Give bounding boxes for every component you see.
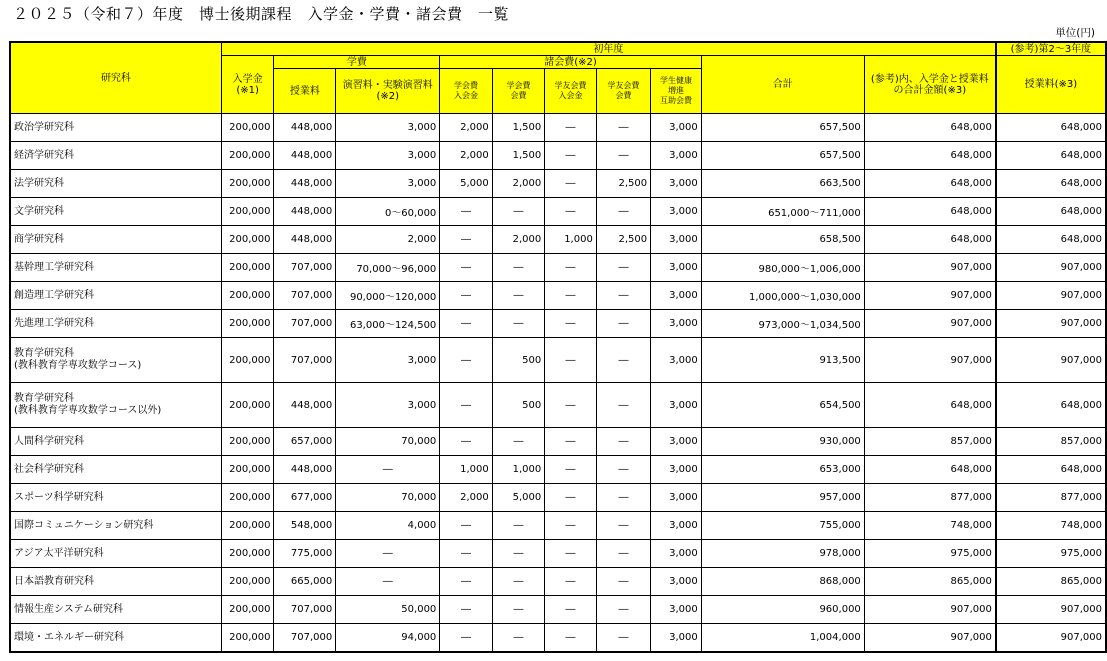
header-tuition-group: 学費 bbox=[274, 56, 440, 69]
cell-ref-total: 648,000 bbox=[864, 456, 996, 484]
cell-practice: ― bbox=[336, 456, 440, 484]
cell-name: 創造理工学研究科 bbox=[10, 282, 221, 310]
cell-ref-total: 975,000 bbox=[864, 540, 996, 568]
cell-admission: 200,000 bbox=[221, 142, 274, 170]
cell-name: 経済学研究科 bbox=[10, 142, 221, 170]
cell-gakkai-entry: 2,000 bbox=[440, 114, 492, 142]
cell-admission: 200,000 bbox=[221, 512, 274, 540]
cell-practice: 94,000 bbox=[336, 624, 440, 653]
cell-total: 657,500 bbox=[701, 142, 864, 170]
cell-gakkai-entry: ― bbox=[440, 568, 492, 596]
cell-gakkai-fee: 5,000 bbox=[492, 484, 544, 512]
table-row bbox=[10, 254, 1106, 282]
cell-practice: 4,000 bbox=[336, 512, 440, 540]
cell-admission: 200,000 bbox=[221, 383, 274, 428]
cell-alumni-fee: ― bbox=[596, 596, 650, 624]
cell-total: 1,000,000～1,030,000 bbox=[701, 282, 864, 310]
cell-tuition: 448,000 bbox=[274, 114, 336, 142]
cell-alumni-entry: ― bbox=[545, 338, 597, 383]
cell-practice: 90,000～120,000 bbox=[336, 282, 440, 310]
cell-alumni-entry: ― bbox=[545, 540, 597, 568]
cell-total: 653,000 bbox=[701, 456, 864, 484]
cell-practice: 50,000 bbox=[336, 596, 440, 624]
cell-total: 755,000 bbox=[701, 512, 864, 540]
cell-gakkai-entry: ― bbox=[440, 310, 492, 338]
table-row bbox=[10, 310, 1106, 338]
cell-practice: 3,000 bbox=[336, 338, 440, 383]
cell-ref-tuition: 877,000 bbox=[996, 484, 1106, 512]
cell-name: 社会科学研究科 bbox=[10, 456, 221, 484]
header-alumni-fee: 学友会費 会費 bbox=[596, 69, 650, 114]
table-row bbox=[10, 383, 1106, 428]
cell-health: 3,000 bbox=[651, 596, 702, 624]
cell-ref-total: 648,000 bbox=[864, 170, 996, 198]
cell-health: 3,000 bbox=[651, 512, 702, 540]
cell-name: 商学研究科 bbox=[10, 226, 221, 254]
cell-gakkai-entry: ― bbox=[440, 282, 492, 310]
cell-health: 3,000 bbox=[651, 198, 702, 226]
cell-ref-total: 907,000 bbox=[864, 254, 996, 282]
cell-total: 913,500 bbox=[701, 338, 864, 383]
cell-admission: 200,000 bbox=[221, 198, 274, 226]
cell-ref-total: 857,000 bbox=[864, 428, 996, 456]
header-admission: 入学金 (※1) bbox=[221, 56, 274, 114]
fee-table bbox=[9, 41, 1107, 653]
cell-ref-tuition: 907,000 bbox=[996, 624, 1106, 653]
cell-name: 環境・エネルギー研究科 bbox=[10, 624, 221, 653]
cell-gakkai-entry: ― bbox=[440, 338, 492, 383]
cell-name: スポーツ科学研究科 bbox=[10, 484, 221, 512]
cell-alumni-entry: ― bbox=[545, 170, 597, 198]
table-row bbox=[10, 540, 1106, 568]
cell-practice: 3,000 bbox=[336, 170, 440, 198]
cell-admission: 200,000 bbox=[221, 254, 274, 282]
cell-practice: 3,000 bbox=[336, 114, 440, 142]
cell-gakkai-entry: ― bbox=[440, 383, 492, 428]
header-practice: 演習料・実験演習料 (※2) bbox=[336, 69, 440, 114]
table-row bbox=[10, 484, 1106, 512]
cell-gakkai-entry: ― bbox=[440, 428, 492, 456]
cell-tuition: 707,000 bbox=[274, 310, 336, 338]
cell-tuition: 707,000 bbox=[274, 254, 336, 282]
cell-name: 文学研究科 bbox=[10, 198, 221, 226]
cell-alumni-fee: ― bbox=[596, 428, 650, 456]
cell-total: 654,500 bbox=[701, 383, 864, 428]
cell-gakkai-entry: 1,000 bbox=[440, 456, 492, 484]
cell-gakkai-fee: ― bbox=[492, 254, 544, 282]
cell-ref-tuition: 975,000 bbox=[996, 540, 1106, 568]
table-row bbox=[10, 114, 1106, 142]
cell-total: 980,000～1,006,000 bbox=[701, 254, 864, 282]
cell-total: 973,000～1,034,500 bbox=[701, 310, 864, 338]
cell-alumni-fee: ― bbox=[596, 254, 650, 282]
cell-name: 政治学研究科 bbox=[10, 114, 221, 142]
table-row bbox=[10, 596, 1106, 624]
cell-health: 3,000 bbox=[651, 282, 702, 310]
cell-ref-tuition: 907,000 bbox=[996, 338, 1106, 383]
cell-alumni-fee: ― bbox=[596, 624, 650, 653]
cell-practice: 2,000 bbox=[336, 226, 440, 254]
cell-ref-total: 648,000 bbox=[864, 114, 996, 142]
header-fees-group: 諸会費(※2) bbox=[440, 56, 701, 69]
cell-total: 658,500 bbox=[701, 226, 864, 254]
cell-total: 1,004,000 bbox=[701, 624, 864, 653]
cell-practice: ― bbox=[336, 540, 440, 568]
cell-alumni-fee: 2,500 bbox=[596, 226, 650, 254]
cell-admission: 200,000 bbox=[221, 624, 274, 653]
table-row bbox=[10, 456, 1106, 484]
table-row bbox=[10, 198, 1106, 226]
cell-ref-total: 648,000 bbox=[864, 142, 996, 170]
cell-gakkai-fee: 500 bbox=[492, 383, 544, 428]
cell-ref-tuition: 648,000 bbox=[996, 142, 1106, 170]
cell-ref-total: 907,000 bbox=[864, 338, 996, 383]
cell-practice: 63,000～124,500 bbox=[336, 310, 440, 338]
cell-health: 3,000 bbox=[651, 428, 702, 456]
cell-ref-tuition: 907,000 bbox=[996, 254, 1106, 282]
cell-health: 3,000 bbox=[651, 142, 702, 170]
cell-tuition: 707,000 bbox=[274, 338, 336, 383]
cell-gakkai-fee: 1,500 bbox=[492, 114, 544, 142]
cell-gakkai-fee: ― bbox=[492, 282, 544, 310]
header-first-year: 初年度 bbox=[221, 42, 995, 56]
header-ref-tuition: 授業料(※3) bbox=[996, 56, 1106, 114]
cell-alumni-fee: ― bbox=[596, 282, 650, 310]
cell-total: 868,000 bbox=[701, 568, 864, 596]
table-row bbox=[10, 170, 1106, 198]
header-gakkai-entry: 学会費 入会金 bbox=[440, 69, 492, 114]
cell-total: 663,500 bbox=[701, 170, 864, 198]
cell-alumni-entry: ― bbox=[545, 114, 597, 142]
cell-alumni-entry: ― bbox=[545, 596, 597, 624]
cell-health: 3,000 bbox=[651, 540, 702, 568]
cell-tuition: 707,000 bbox=[274, 282, 336, 310]
cell-total: 930,000 bbox=[701, 428, 864, 456]
cell-tuition: 707,000 bbox=[274, 624, 336, 653]
table-row bbox=[10, 568, 1106, 596]
cell-practice: 70,000 bbox=[336, 428, 440, 456]
cell-health: 3,000 bbox=[651, 114, 702, 142]
cell-name: 情報生産システム研究科 bbox=[10, 596, 221, 624]
cell-gakkai-fee: 1,000 bbox=[492, 456, 544, 484]
cell-gakkai-entry: ― bbox=[440, 540, 492, 568]
cell-ref-tuition: 907,000 bbox=[996, 596, 1106, 624]
cell-tuition: 448,000 bbox=[274, 226, 336, 254]
cell-health: 3,000 bbox=[651, 568, 702, 596]
cell-ref-total: 748,000 bbox=[864, 512, 996, 540]
cell-gakkai-fee: 2,000 bbox=[492, 170, 544, 198]
cell-tuition: 448,000 bbox=[274, 198, 336, 226]
cell-gakkai-entry: ― bbox=[440, 596, 492, 624]
cell-admission: 200,000 bbox=[221, 456, 274, 484]
cell-alumni-entry: ― bbox=[545, 383, 597, 428]
cell-gakkai-fee: ― bbox=[492, 596, 544, 624]
header-tuition: 授業料 bbox=[274, 69, 336, 114]
cell-admission: 200,000 bbox=[221, 428, 274, 456]
cell-ref-tuition: 648,000 bbox=[996, 456, 1106, 484]
cell-name: 基幹理工学研究科 bbox=[10, 254, 221, 282]
cell-gakkai-fee: ― bbox=[492, 310, 544, 338]
cell-tuition: 548,000 bbox=[274, 512, 336, 540]
cell-gakkai-entry: 2,000 bbox=[440, 484, 492, 512]
cell-ref-total: 877,000 bbox=[864, 484, 996, 512]
cell-gakkai-fee: ― bbox=[492, 198, 544, 226]
header-reference: (参考)第2～3年度 bbox=[996, 42, 1106, 56]
cell-alumni-entry: ― bbox=[545, 428, 597, 456]
cell-admission: 200,000 bbox=[221, 282, 274, 310]
cell-admission: 200,000 bbox=[221, 540, 274, 568]
cell-total: 957,000 bbox=[701, 484, 864, 512]
cell-tuition: 448,000 bbox=[274, 142, 336, 170]
cell-alumni-fee: 2,500 bbox=[596, 170, 650, 198]
cell-tuition: 677,000 bbox=[274, 484, 336, 512]
table-row bbox=[10, 282, 1106, 310]
header-gakkai-fee: 学会費 会費 bbox=[492, 69, 544, 114]
cell-gakkai-entry: ― bbox=[440, 624, 492, 653]
cell-gakkai-entry: ― bbox=[440, 226, 492, 254]
cell-ref-total: 648,000 bbox=[864, 198, 996, 226]
cell-gakkai-entry: ― bbox=[440, 254, 492, 282]
cell-tuition: 665,000 bbox=[274, 568, 336, 596]
cell-total: 978,000 bbox=[701, 540, 864, 568]
cell-name: 法学研究科 bbox=[10, 170, 221, 198]
cell-total: 657,500 bbox=[701, 114, 864, 142]
cell-gakkai-fee: ― bbox=[492, 512, 544, 540]
cell-admission: 200,000 bbox=[221, 484, 274, 512]
cell-alumni-fee: ― bbox=[596, 568, 650, 596]
cell-admission: 200,000 bbox=[221, 114, 274, 142]
cell-alumni-fee: ― bbox=[596, 383, 650, 428]
cell-tuition: 448,000 bbox=[274, 383, 336, 428]
cell-name: 人間科学研究科 bbox=[10, 428, 221, 456]
cell-health: 3,000 bbox=[651, 226, 702, 254]
cell-alumni-entry: ― bbox=[545, 282, 597, 310]
cell-ref-tuition: 648,000 bbox=[996, 114, 1106, 142]
cell-practice: 3,000 bbox=[336, 142, 440, 170]
cell-ref-tuition: 748,000 bbox=[996, 512, 1106, 540]
cell-health: 3,000 bbox=[651, 383, 702, 428]
cell-name: 先進理工学研究科 bbox=[10, 310, 221, 338]
table-row bbox=[10, 624, 1106, 653]
header-total: 合計 bbox=[701, 56, 864, 114]
cell-alumni-fee: ― bbox=[596, 484, 650, 512]
page-title: ２０２５（令和７）年度 博士後期課程 入学金・学費・諸会費 一覧 bbox=[13, 5, 510, 23]
cell-tuition: 775,000 bbox=[274, 540, 336, 568]
cell-gakkai-entry: 2,000 bbox=[440, 142, 492, 170]
cell-admission: 200,000 bbox=[221, 226, 274, 254]
cell-ref-tuition: 907,000 bbox=[996, 282, 1106, 310]
header-course: 研究科 bbox=[10, 42, 221, 114]
cell-gakkai-fee: 1,500 bbox=[492, 142, 544, 170]
cell-alumni-fee: ― bbox=[596, 310, 650, 338]
cell-ref-total: 907,000 bbox=[864, 596, 996, 624]
cell-alumni-entry: 1,000 bbox=[545, 226, 597, 254]
cell-admission: 200,000 bbox=[221, 310, 274, 338]
cell-alumni-fee: ― bbox=[596, 540, 650, 568]
cell-ref-total: 907,000 bbox=[864, 624, 996, 653]
cell-admission: 200,000 bbox=[221, 170, 274, 198]
cell-admission: 200,000 bbox=[221, 338, 274, 383]
cell-name: 教育学研究科 (教科教育学専攻数学コース以外) bbox=[10, 383, 221, 428]
cell-alumni-fee: ― bbox=[596, 114, 650, 142]
cell-ref-tuition: 648,000 bbox=[996, 198, 1106, 226]
cell-ref-tuition: 648,000 bbox=[996, 383, 1106, 428]
cell-practice: 70,000～96,000 bbox=[336, 254, 440, 282]
table-row bbox=[10, 512, 1106, 540]
cell-ref-total: 648,000 bbox=[864, 383, 996, 428]
header-alumni-entry: 学友会費 入会金 bbox=[545, 69, 597, 114]
table-row bbox=[10, 338, 1106, 383]
cell-alumni-fee: ― bbox=[596, 338, 650, 383]
cell-ref-tuition: 865,000 bbox=[996, 568, 1106, 596]
cell-ref-tuition: 648,000 bbox=[996, 226, 1106, 254]
cell-ref-tuition: 648,000 bbox=[996, 170, 1106, 198]
cell-admission: 200,000 bbox=[221, 568, 274, 596]
cell-alumni-fee: ― bbox=[596, 456, 650, 484]
cell-practice: 3,000 bbox=[336, 383, 440, 428]
table-row bbox=[10, 428, 1106, 456]
cell-ref-total: 648,000 bbox=[864, 226, 996, 254]
cell-name: 日本語教育研究科 bbox=[10, 568, 221, 596]
cell-alumni-fee: ― bbox=[596, 198, 650, 226]
cell-total: 960,000 bbox=[701, 596, 864, 624]
unit-label: 単位(円) bbox=[1055, 27, 1095, 39]
cell-practice: 0～60,000 bbox=[336, 198, 440, 226]
cell-gakkai-fee: ― bbox=[492, 428, 544, 456]
cell-health: 3,000 bbox=[651, 254, 702, 282]
cell-ref-total: 865,000 bbox=[864, 568, 996, 596]
cell-tuition: 448,000 bbox=[274, 170, 336, 198]
cell-alumni-fee: ― bbox=[596, 512, 650, 540]
cell-admission: 200,000 bbox=[221, 596, 274, 624]
table-row bbox=[10, 226, 1106, 254]
cell-ref-tuition: 857,000 bbox=[996, 428, 1106, 456]
cell-gakkai-entry: ― bbox=[440, 198, 492, 226]
cell-alumni-entry: ― bbox=[545, 254, 597, 282]
cell-gakkai-fee: 2,000 bbox=[492, 226, 544, 254]
cell-alumni-entry: ― bbox=[545, 484, 597, 512]
cell-name: 国際コミュニケーション研究科 bbox=[10, 512, 221, 540]
cell-tuition: 448,000 bbox=[274, 456, 336, 484]
cell-tuition: 657,000 bbox=[274, 428, 336, 456]
cell-health: 3,000 bbox=[651, 170, 702, 198]
cell-tuition: 707,000 bbox=[274, 596, 336, 624]
cell-alumni-entry: ― bbox=[545, 456, 597, 484]
cell-alumni-entry: ― bbox=[545, 568, 597, 596]
table-row bbox=[10, 142, 1106, 170]
cell-gakkai-entry: 5,000 bbox=[440, 170, 492, 198]
cell-alumni-entry: ― bbox=[545, 624, 597, 653]
cell-health: 3,000 bbox=[651, 338, 702, 383]
cell-health: 3,000 bbox=[651, 484, 702, 512]
cell-alumni-entry: ― bbox=[545, 310, 597, 338]
header-ref-total: (参考)内、入学金と授業料 の合計金額(※3) bbox=[864, 56, 996, 114]
cell-name: 教育学研究科 (教科教育学専攻数学コース) bbox=[10, 338, 221, 383]
cell-alumni-fee: ― bbox=[596, 142, 650, 170]
cell-gakkai-fee: ― bbox=[492, 568, 544, 596]
cell-health: 3,000 bbox=[651, 310, 702, 338]
header-health: 学生健康 増進 互助会費 bbox=[651, 69, 702, 114]
cell-gakkai-entry: ― bbox=[440, 512, 492, 540]
cell-total: 651,000～711,000 bbox=[701, 198, 864, 226]
cell-gakkai-fee: 500 bbox=[492, 338, 544, 383]
cell-practice: 70,000 bbox=[336, 484, 440, 512]
cell-gakkai-fee: ― bbox=[492, 624, 544, 653]
cell-ref-total: 907,000 bbox=[864, 282, 996, 310]
cell-alumni-entry: ― bbox=[545, 198, 597, 226]
cell-alumni-entry: ― bbox=[545, 142, 597, 170]
cell-health: 3,000 bbox=[651, 624, 702, 653]
cell-name: アジア太平洋研究科 bbox=[10, 540, 221, 568]
cell-health: 3,000 bbox=[651, 456, 702, 484]
cell-practice: ― bbox=[336, 568, 440, 596]
cell-ref-total: 907,000 bbox=[864, 310, 996, 338]
cell-gakkai-fee: ― bbox=[492, 540, 544, 568]
cell-alumni-entry: ― bbox=[545, 512, 597, 540]
cell-ref-tuition: 907,000 bbox=[996, 310, 1106, 338]
